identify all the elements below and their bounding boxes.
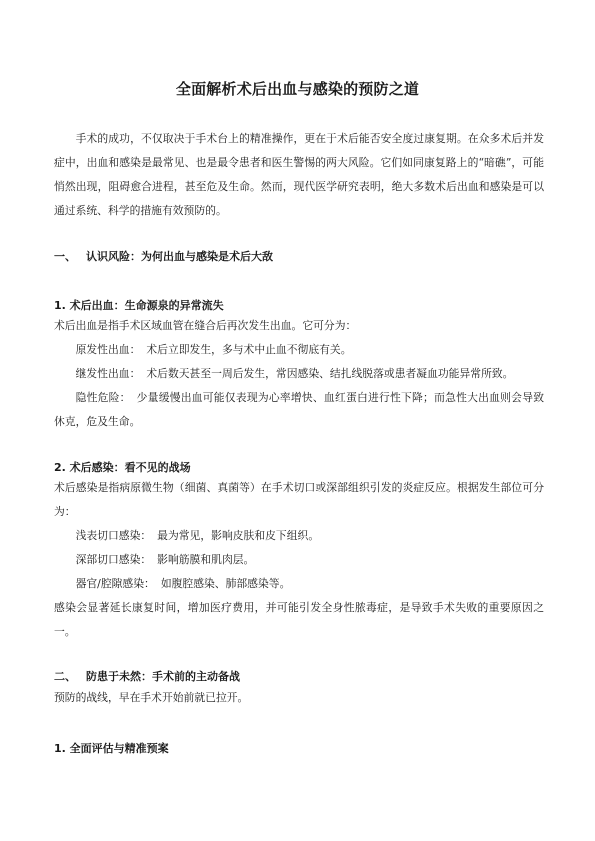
section-2-intro: 预防的战线，早在手术开始前就已拉开。 xyxy=(54,691,249,704)
item-desc: 术后数天甚至一周后发生，常因感染、结扎线脱落或患者凝血功能异常所致。 xyxy=(146,367,514,380)
section-2-heading xyxy=(54,668,240,684)
section-1-2-outro: 感染会显著延长康复时间，增加医疗费用，并可能引发全身性脓毒症，是导致手术失败的重要原因之一。 xyxy=(54,601,544,638)
item-desc: 如腹腔感染、肺部感染等。 xyxy=(160,577,291,590)
section-1-1-intro: 术后出血是指手术区域血管在缝合后再次发生出血。它可分为： xyxy=(54,319,357,332)
item-term: 隐性危险： xyxy=(75,391,131,404)
item-term: 浅表切口感染： xyxy=(75,529,152,542)
section-1-2-intro: 术后感染是指病原微生物（细菌、真菌等）在手术切口或深部组织引发的炎症反应。根据发生部位可分为： xyxy=(54,481,544,518)
section-1-title: 认识风险：为何出血与感染是术后大敌 xyxy=(86,250,273,263)
document-title: 全面解析术后出血与感染的预防之道 xyxy=(175,80,420,98)
section-1-number: 一、 xyxy=(54,250,76,263)
item-term: 器官/腔隙感染： xyxy=(75,577,155,590)
intro-paragraph: 手术的成功，不仅取决于手术台上的精准操作，更在于术后能否安全度过康复期。在众多术后并发症中，出血和感染是最常见、也是最令患者和医生警惕的两大风险。它们如同康复路上的“暗礁”，可能悄然出现，阻碍愈合进程，甚至危及生命。然而，现代医学研究表明，绝大多数术后出血和感染是可以通过系统、科学的措施有效预防的。 xyxy=(54,132,544,217)
section-2-number: 二、 xyxy=(54,670,76,683)
section-2-title: 防患于未然：手术前的主动备战 xyxy=(86,670,240,683)
list-item xyxy=(54,572,544,596)
item-term: 继发性出血： xyxy=(75,367,141,380)
item-term: 深部切口感染： xyxy=(75,553,152,566)
item-desc: 最为常见，影响皮肤和皮下组织。 xyxy=(157,529,320,542)
list-item xyxy=(54,362,544,386)
list-item xyxy=(54,548,544,572)
item-desc: 影响筋膜和肌肉层。 xyxy=(157,553,255,566)
section-1-2-heading: 2. 术后感染：看不见的战场 xyxy=(54,461,191,474)
item-desc: 少量缓慢出血可能仅表现为心率增快、血红蛋白进行性下降；而急性大出血则会导致休克，危及生命。 xyxy=(54,391,545,428)
list-item xyxy=(54,524,544,548)
item-term: 原发性出血： xyxy=(75,343,141,356)
section-1-1-heading: 1. 术后出血：生命源泉的异常流失 xyxy=(54,299,224,312)
list-item xyxy=(54,386,544,434)
item-desc: 术后立即发生，多与术中止血不彻底有关。 xyxy=(146,343,352,356)
section-2-1-heading: 1. 全面评估与精准预案 xyxy=(54,742,169,755)
section-1-heading xyxy=(54,248,273,264)
list-item xyxy=(54,338,544,362)
